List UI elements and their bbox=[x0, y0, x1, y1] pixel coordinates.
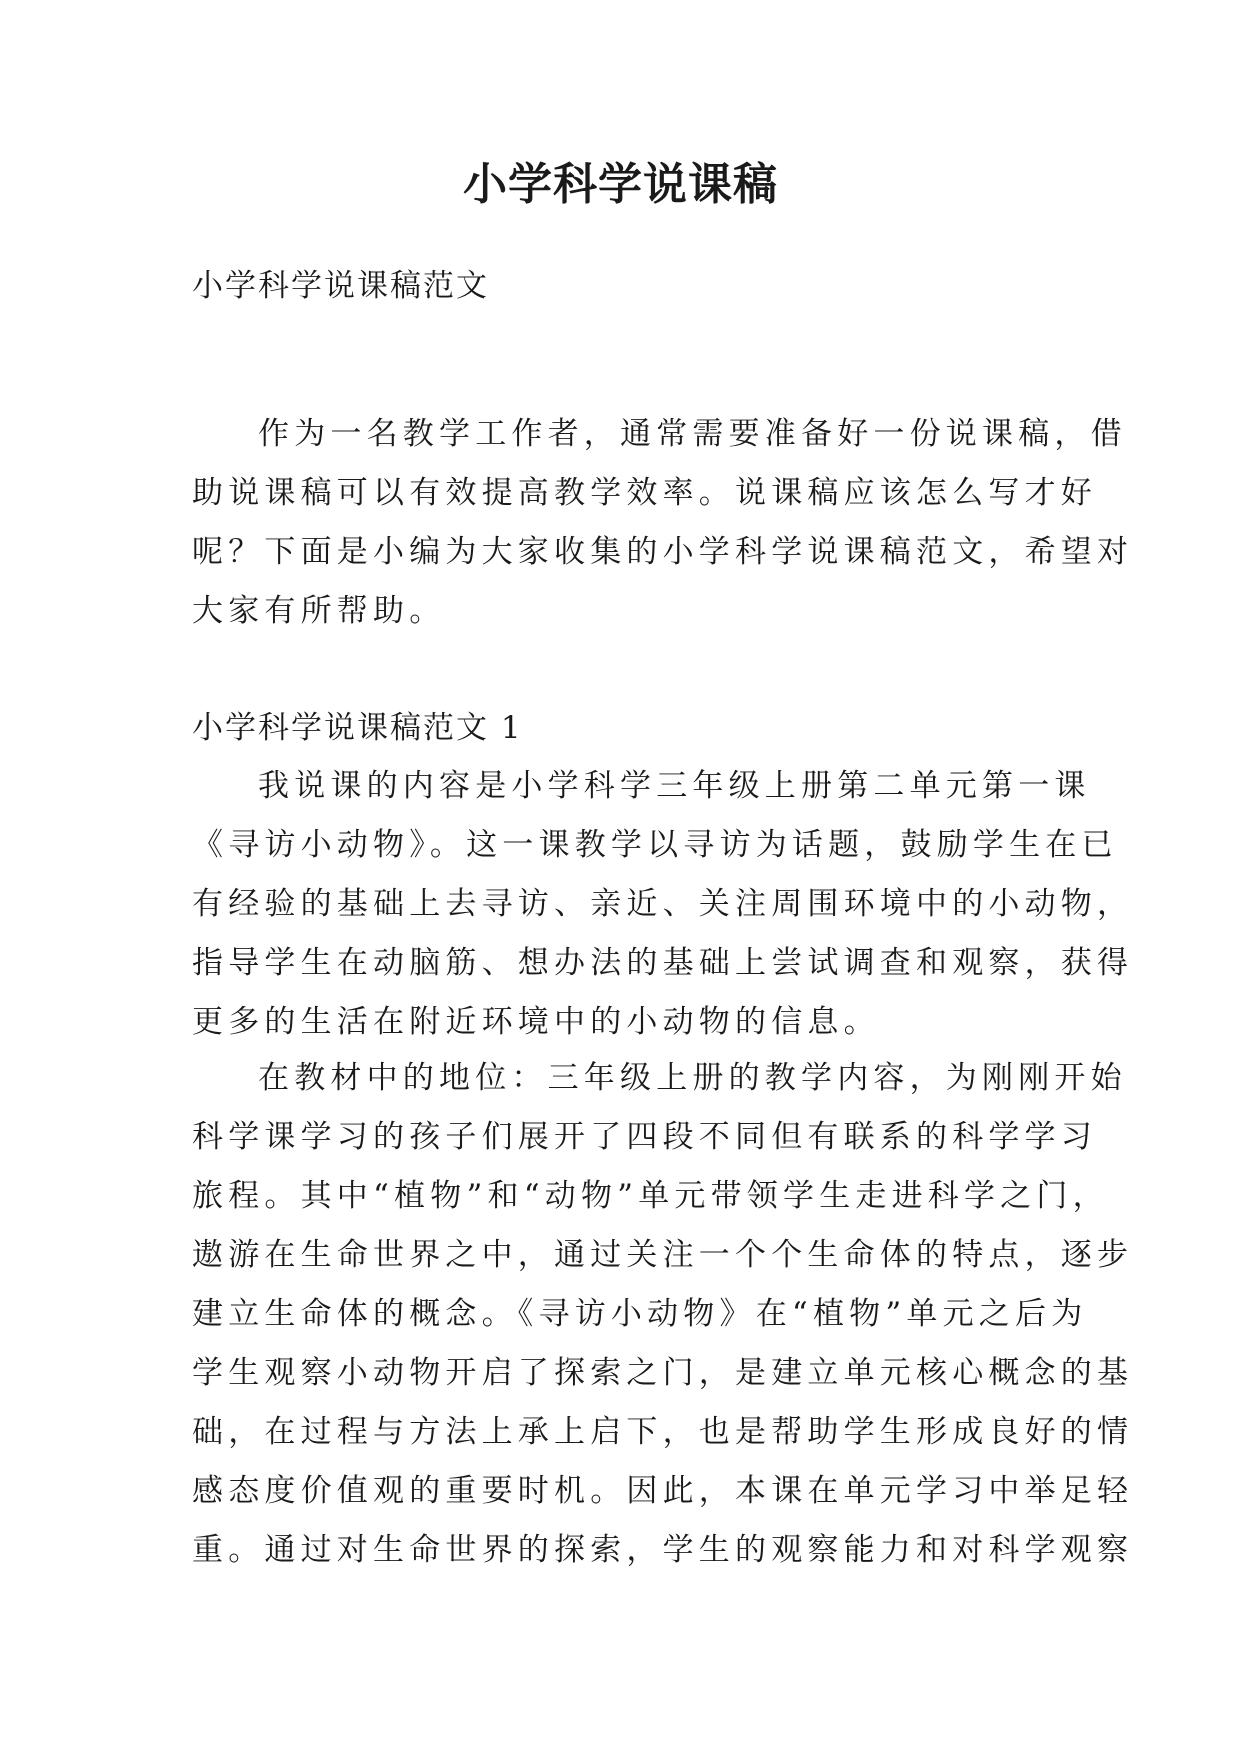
document-subtitle: 小学科学说课稿范文 bbox=[192, 268, 489, 304]
paragraph-line: 础，在过程与方法上承上启下，也是帮助学生形成良好的情 bbox=[192, 1414, 1134, 1450]
paragraph-line: 遨游在生命世界之中，通过关注一个个生命体的特点，逐步 bbox=[192, 1237, 1134, 1273]
intro-paragraph bbox=[192, 405, 1134, 641]
paragraph-line: 建立生命体的概念。《寻访小动物》在“植物”单元之后为 bbox=[192, 1296, 1088, 1332]
paragraph-line: 旅程。其中“植物”和“动物”单元带领学生走进科学之门， bbox=[192, 1178, 1109, 1214]
paragraph-line: 更多的生活在附近环境中的小动物的信息。 bbox=[192, 1004, 880, 1040]
paragraph-line: 有经验的基础上去寻访、亲近、关注周围环境中的小动物， bbox=[192, 886, 1134, 922]
paragraph-line: 感态度价值观的重要时机。因此，本课在单元学习中举足轻 bbox=[192, 1473, 1134, 1509]
intro-line: 呢？下面是小编为大家收集的小学科学说课稿范文，希望对 bbox=[192, 534, 1134, 570]
paragraph-line: 《寻访小动物》。这一课教学以寻访为话题，鼓励学生在已 bbox=[192, 827, 1118, 863]
intro-line: 大家有所帮助。 bbox=[192, 593, 446, 629]
body-paragraph-2 bbox=[192, 1049, 1134, 1580]
paragraph-line: 学生观察小动物开启了探索之门，是建立单元核心概念的基 bbox=[192, 1355, 1134, 1391]
page-title: 小学科学说课稿 bbox=[463, 159, 778, 210]
intro-line: 作为一名教学工作者，通常需要准备好一份说课稿，借 bbox=[258, 416, 1127, 452]
section-heading: 小学科学说课稿范文 1 bbox=[192, 710, 523, 746]
paragraph-line: 指导学生在动脑筋、想办法的基础上尝试调查和观察，获得 bbox=[192, 945, 1134, 981]
paragraph-line: 科学课学习的孩子们展开了四段不同但有联系的科学学习 bbox=[192, 1119, 1097, 1155]
paragraph-line: 在教材中的地位：三年级上册的教学内容，为刚刚开始 bbox=[258, 1060, 1127, 1096]
paragraph-line: 我说课的内容是小学科学三年级上册第二单元第一课 bbox=[258, 768, 1091, 804]
body-paragraph-1 bbox=[192, 757, 1134, 1052]
intro-line: 助说课稿可以有效提高教学效率。说课稿应该怎么写才好 bbox=[192, 475, 1097, 511]
paragraph-line: 重。通过对生命世界的探索，学生的观察能力和对科学观察 bbox=[192, 1532, 1134, 1568]
